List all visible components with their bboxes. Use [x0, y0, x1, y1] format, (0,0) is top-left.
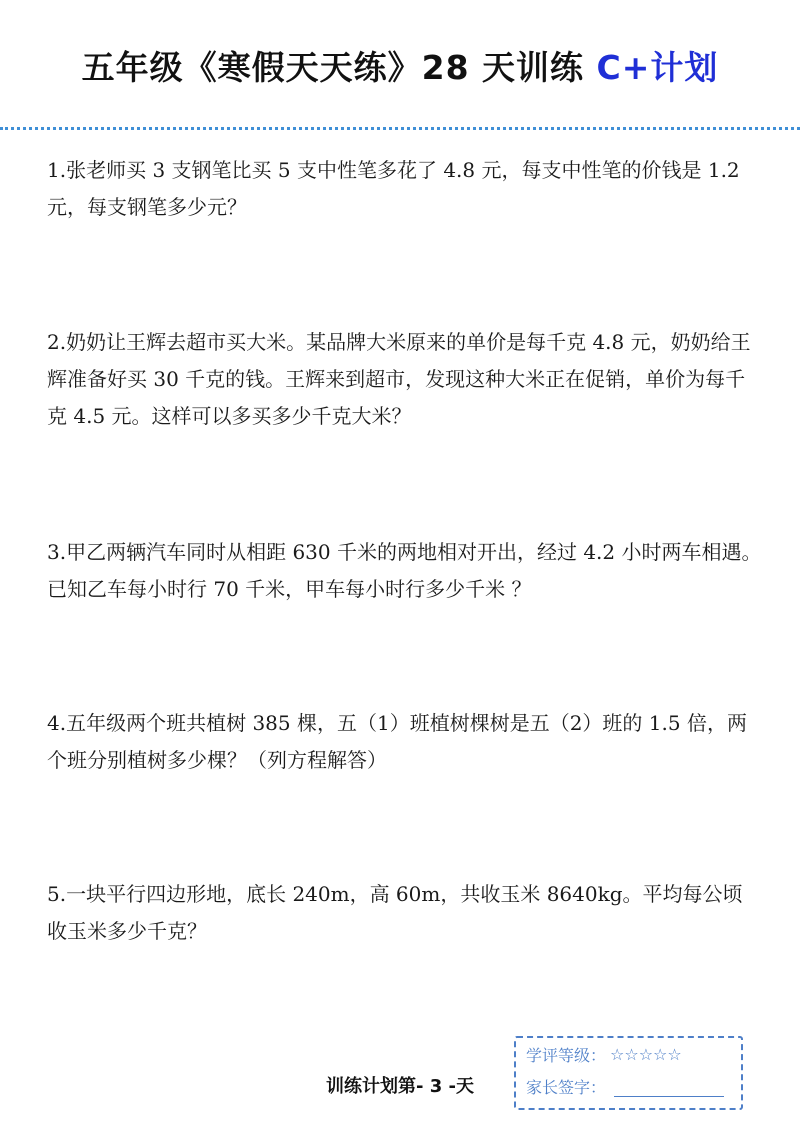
question-1: 1.张老师买 3 支钢笔比买 5 支中性笔多花了 4.8 元，每支中性笔的价钱是 1.2 元，每支钢笔多少元？ [47, 158, 740, 219]
signature-row [526, 1075, 724, 1098]
grade-label: 学评等级： [526, 1046, 607, 1065]
question-2: 2.奶奶让王辉去超市买大米。某品牌大米原来的单价是每千克 4.8 元，奶奶给王辉准备好买 30 千克的钱。王辉来到超市，发现这种大米正在促销，单价为每千克 4.5 元。这样可以多买多少千克大米？ [47, 330, 751, 428]
question-3: 3.甲乙两辆汽车同时从相距 630 千米的两地相对开出，经过 4.2 小时两车相遇。已知乙车每小时行 70 千米，甲车每小时行多少千米 ？ [47, 540, 762, 601]
title-main: 五年级《寒假天天练》28 天训练 [81, 48, 597, 87]
dotted-divider [0, 127, 800, 130]
evaluation-box [514, 1036, 743, 1110]
rating-stars[interactable]: ☆☆☆☆☆ [610, 1045, 682, 1064]
grade-row [526, 1043, 682, 1066]
signature-line[interactable] [614, 1095, 724, 1097]
question-5: 5.一块平行四边形地，底长 240m，高 60m，共收玉米 8640kg。平均每公顷收玉米多少千克？ [47, 882, 743, 943]
signature-label: 家长签字： [526, 1078, 607, 1097]
page-title [0, 42, 800, 89]
title-accent: C+计划 [596, 48, 719, 87]
plan-day-label: 训练计划第- 3 -天 [326, 1076, 474, 1097]
question-4: 4.五年级两个班共植树 385 棵，五（1）班植树棵树是五（2）班的 1.5 倍，两个班分别植树多少棵？（列方程解答） [47, 711, 747, 772]
